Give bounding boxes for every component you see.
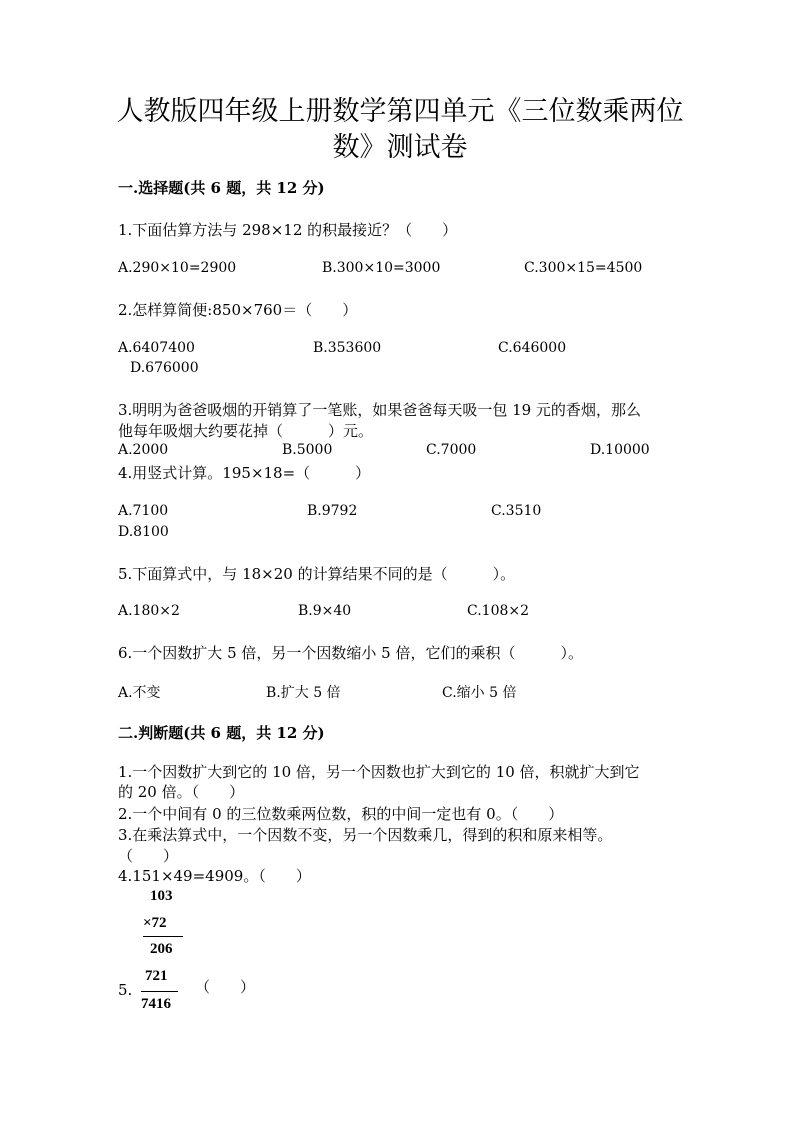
judge-5-rule [141,991,178,992]
page-title-line2: 数》测试卷 [332,132,468,163]
question-3-option-b: B.5000 [282,442,333,458]
question-5-stem: 5.下面算式中，与 18×20 的计算结果不同的是（ ）。 [118,565,516,583]
judge-3-line1: 3.在乘法算式中，一个因数不变，另一个因数乘几，得到的积和原来相等。 [118,826,613,844]
question-2-option-a: A.6407400 [118,340,195,356]
question-1-stem: 1.下面估算方法与 298×12 的积最接近？（ ） [118,221,458,239]
question-2-stem: 2.怎样算简便:850×760＝（ ） [118,301,358,319]
question-4-stem: 4.用竖式计算。195×18=（ ） [118,464,371,482]
question-4-option-b: B.9792 [307,503,358,519]
section-heading-choice: 一.选择题(共 6 题，共 12 分) [118,179,325,197]
calc-multiplier: ×72 [143,915,167,931]
question-5-option-c: C.108×2 [467,603,530,619]
question-6-option-b: B.扩大 5 倍 [266,685,341,701]
question-4-option-d: D.8100 [118,524,169,540]
question-5-option-b: B.9×40 [298,603,352,619]
judge-5-number: 5. [118,981,133,999]
question-6-stem: 6.一个因数扩大 5 倍，另一个因数缩小 5 倍，它们的乘积（ ）。 [118,644,583,662]
question-1-option-a: A.290×10=2900 [118,260,237,276]
question-3-stem-line1: 3.明明为爸爸吸烟的开销算了一笔账，如果爸爸每天吸一包 19 元的香烟，那么 [118,401,641,419]
question-3-option-c: C.7000 [426,442,477,458]
judge-5-bottom: 7416 [141,996,171,1012]
question-2-option-c: C.646000 [498,340,567,356]
question-6-option-a: A.不变 [118,685,161,701]
question-2-option-d: D.676000 [130,360,199,376]
question-1-option-b: B.300×10=3000 [322,260,441,276]
judge-2: 2.一个中间有 0 的三位数乘两位数，积的中间一定也有 0。（ ） [118,805,564,823]
question-4-option-c: C.3510 [491,503,542,519]
question-5-option-a: A.180×2 [118,603,180,619]
question-3-stem-line2: 他每年吸烟大约要花掉（ ）元。 [118,422,374,440]
judge-1-line1: 1.一个因数扩大到它的 10 倍，另一个因数也扩大到它的 10 倍，积就扩大到它 [118,763,640,781]
judge-1-line2: 的 20 倍。（ ） [118,783,245,801]
section-heading-true-false: 二.判断题(共 6 题，共 12 分) [118,724,325,742]
question-6-option-c: C.缩小 5 倍 [442,685,517,701]
question-3-option-d: D.10000 [590,442,650,458]
judge-5-answer-blank: （ ） [195,978,256,996]
calc-top-number: 103 [150,888,173,904]
judge-4: 4.151×49=4909。（ ） [118,867,311,885]
question-3-option-a: A.2000 [118,442,169,458]
page-title-line1: 人教版四年级上册数学第四单元《三位数乘两位 [116,96,684,127]
judge-3-line2: （ ） [118,847,179,865]
judge-5-top: 721 [145,968,168,984]
question-2-option-b: B.353600 [313,340,382,356]
calc-result: 206 [150,941,173,957]
calc-rule [143,936,183,937]
question-4-option-a: A.7100 [118,503,169,519]
question-1-option-c: C.300×15=4500 [524,260,643,276]
